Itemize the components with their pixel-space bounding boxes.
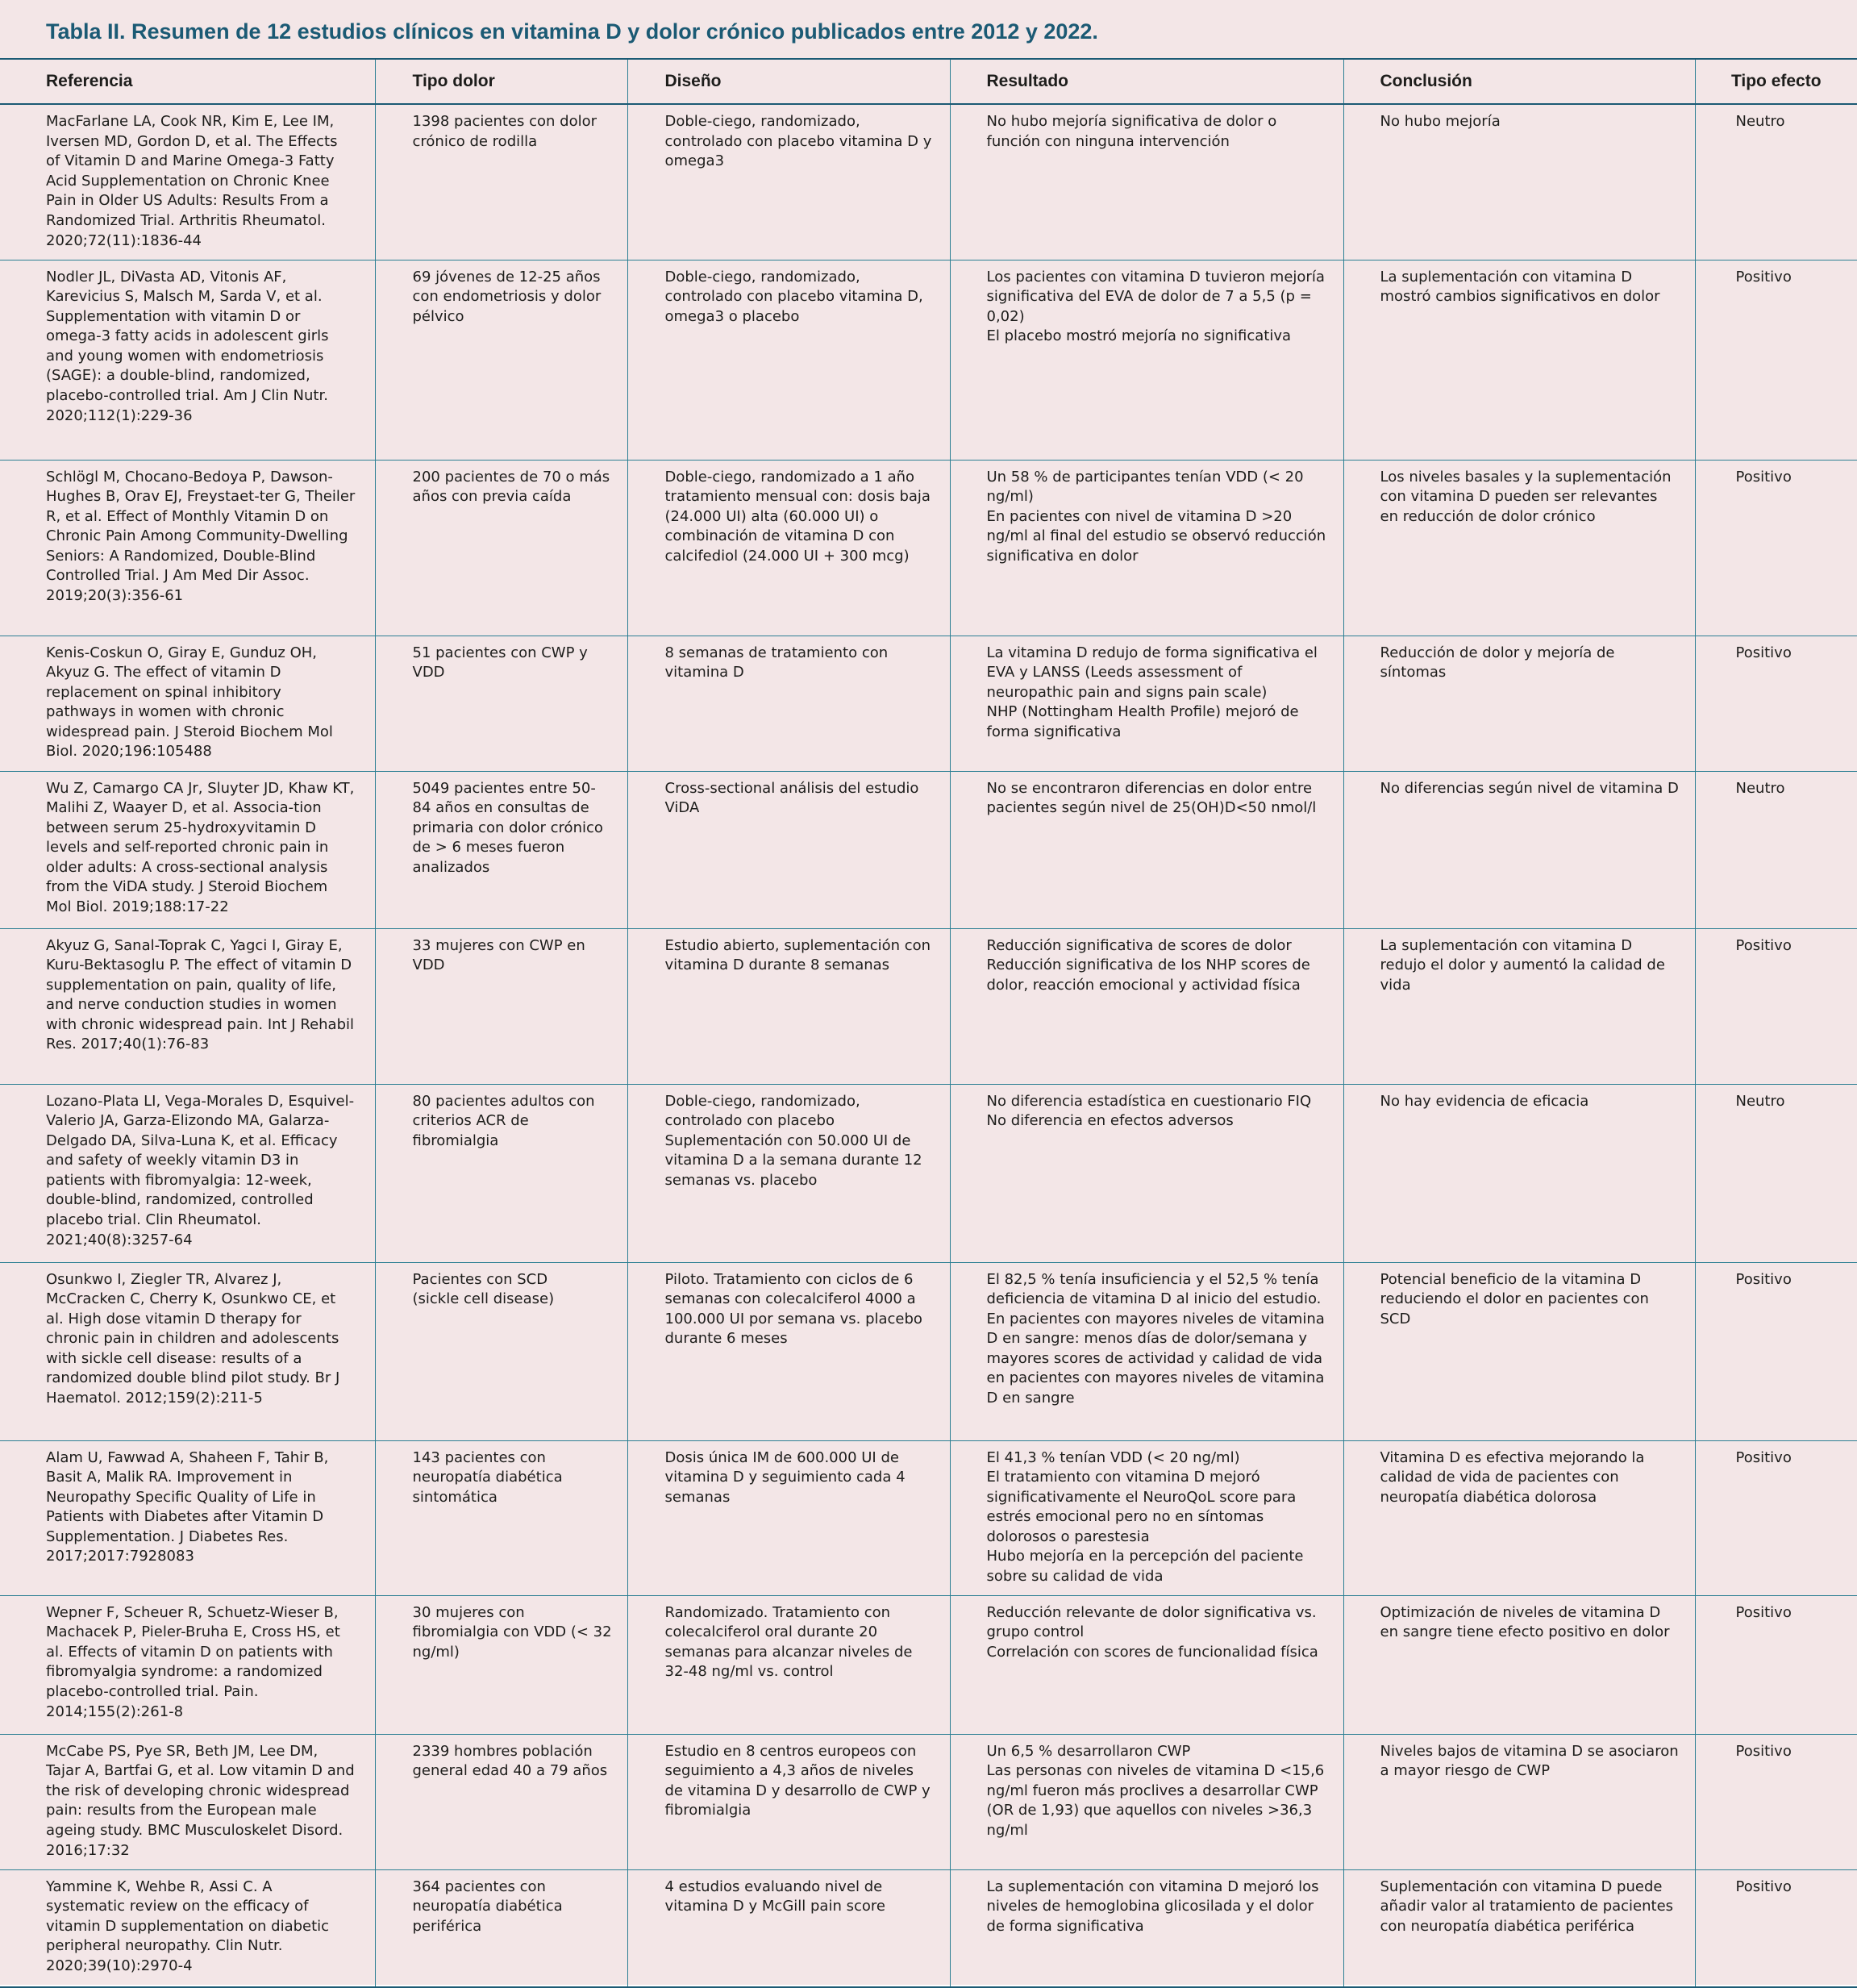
cell-conclusion-text: La suplementación con vitamina D mostró cambios significativos en dolor — [1380, 268, 1660, 306]
table-body — [0, 104, 1857, 1987]
cell-resultado-text: Un 6,5 % desarrollaron CWP Las personas con niveles de vitamina D <15,6 ng/ml fueron más proclives a desarrollar CWP (OR de 1,93) que aquellos con niveles >36,3 ng/ml — [986, 1742, 1325, 1840]
header-conclusion: Conclusión — [1343, 59, 1695, 104]
cell-referencia-text: Nodler JL, DiVasta AD, Vitonis AF, Karevicius S, Malsch M, Sarda V, et al. Supplementation with vitamin D or omega-3 fatty acids in adolescent girls and young women with endometriosis (SAGE): a double-blind, randomized, placebo-controlled trial. Am J Clin Nutr. 2020;112(1):229-36 — [46, 268, 329, 424]
cell-resultado — [950, 1084, 1343, 1262]
cell-tipo-efecto — [1695, 1734, 1857, 1869]
cell-tipo-dolor-text: 5049 pacientes entre 50-84 años en consultas de primaria con dolor crónico de > 6 meses fueron analizados — [412, 779, 603, 876]
cell-conclusion — [1343, 1734, 1695, 1869]
cell-tipo-efecto-text: Positivo — [1735, 1270, 1792, 1288]
cell-tipo-efecto-text: Positivo — [1735, 1878, 1792, 1895]
cell-tipo-efecto — [1695, 1084, 1857, 1262]
cell-diseno — [627, 771, 950, 928]
studies-table — [0, 58, 1857, 1988]
cell-resultado — [950, 636, 1343, 771]
cell-referencia — [0, 1084, 375, 1262]
cell-tipo-efecto — [1695, 1869, 1857, 1987]
cell-tipo-efecto — [1695, 636, 1857, 771]
cell-resultado — [950, 1869, 1343, 1987]
cell-resultado-text: La vitamina D redujo de forma significativa el EVA y LANSS (Leeds assessment of neuropathic pain and signs pain scale) NHP (Nottingham Health Profile) mejoró de forma significativa — [986, 644, 1318, 740]
cell-conclusion — [1343, 1440, 1695, 1595]
table-row — [0, 1084, 1857, 1262]
cell-conclusion-text: Suplementación con vitamina D puede añadir valor al tratamiento de pacientes con neuropatía diabética periférica — [1380, 1878, 1674, 1935]
cell-diseno-text: Cross-sectional análisis del estudio ViDA — [664, 779, 919, 817]
cell-diseno-text: Doble-ciego, randomizado a 1 año tratamiento mensual con: dosis baja (24.000 UI) alta (60.000 UI) o combinación de vitamina D con calcifediol (24.000 UI + 300 mcg) — [664, 468, 931, 565]
cell-referencia-text: Alam U, Fawwad A, Shaheen F, Tahir B, Basit A, Malik RA. Improvement in Neuropathy Specific Quality of Life in Patients with Diabetes after Vitamin D Supplementation. J Diabetes Res. 2017;2017:7928083 — [46, 1448, 329, 1565]
cell-tipo-dolor — [375, 260, 627, 460]
cell-tipo-dolor-text: 2339 hombres población general edad 40 a 79 años — [412, 1742, 608, 1780]
cell-conclusion — [1343, 928, 1695, 1084]
cell-resultado — [950, 1734, 1343, 1869]
cell-diseno — [627, 636, 950, 771]
cell-tipo-dolor — [375, 1734, 627, 1869]
cell-tipo-dolor — [375, 771, 627, 928]
cell-conclusion-text: Niveles bajos de vitamina D se asociaron a mayor riesgo de CWP — [1380, 1742, 1679, 1780]
header-referencia: Referencia — [0, 59, 375, 104]
cell-conclusion — [1343, 260, 1695, 460]
cell-tipo-dolor — [375, 1440, 627, 1595]
cell-tipo-dolor-text: 30 mujeres con fibromialgia con VDD (< 32 ng/ml) — [412, 1603, 612, 1661]
cell-referencia — [0, 1734, 375, 1869]
table-row — [0, 1869, 1857, 1987]
cell-tipo-efecto-text: Positivo — [1735, 1742, 1792, 1760]
cell-tipo-dolor-text: 200 pacientes de 70 o más años con previa caída — [412, 468, 610, 506]
cell-tipo-efecto — [1695, 460, 1857, 636]
cell-conclusion-text: No diferencias según nivel de vitamina D — [1380, 779, 1679, 797]
cell-tipo-efecto-text: Neutro — [1735, 1092, 1785, 1110]
cell-resultado — [950, 1595, 1343, 1734]
cell-referencia — [0, 1262, 375, 1440]
header-tipo-efecto: Tipo efecto — [1695, 59, 1857, 104]
table-row — [0, 1734, 1857, 1869]
cell-diseno — [627, 1595, 950, 1734]
cell-tipo-dolor-text: 364 pacientes con neuropatía diabética periférica — [412, 1878, 563, 1935]
cell-diseno-text: Doble-ciego, randomizado, controlado con placebo vitamina D y omega3 — [664, 113, 932, 170]
cell-conclusion — [1343, 104, 1695, 260]
cell-conclusion — [1343, 636, 1695, 771]
cell-tipo-dolor-text: 69 jóvenes de 12-25 años con endometriosis y dolor pélvico — [412, 268, 602, 325]
cell-referencia-text: Akyuz G, Sanal-Toprak C, Yagci I, Giray E, Kuru-Bektasoglu P. The effect of vitamin D supplementation on pain, quality of life, and nerve conduction studies in women with chronic widespread pain. Int J Rehabil Res. 2017;40(1):76-83 — [46, 936, 355, 1053]
cell-referencia-text: Wu Z, Camargo CA Jr, Sluyter JD, Khaw KT, Malihi Z, Waayer D, et al. Associa-tion between serum 25-hydroxyvitamin D levels and self-reported chronic pain in older adults: A cross-sectional analysis from the ViDA study. J Steroid Biochem Mol Biol. 2019;188:17-22 — [46, 779, 355, 916]
cell-tipo-dolor — [375, 928, 627, 1084]
cell-resultado — [950, 771, 1343, 928]
cell-tipo-dolor — [375, 1595, 627, 1734]
cell-diseno-text: Doble-ciego, randomizado, controlado con placebo Suplementación con 50.000 UI de vitamina D a la semana durante 12 semanas vs. placebo — [664, 1092, 922, 1189]
cell-resultado — [950, 928, 1343, 1084]
cell-resultado-text: No hubo mejoría significativa de dolor o función con ninguna intervención — [986, 113, 1277, 150]
table-row — [0, 771, 1857, 928]
cell-tipo-efecto-text: Positivo — [1735, 936, 1792, 954]
cell-conclusion-text: Los niveles basales y la suplementación con vitamina D pueden ser relevantes en reducción de dolor crónico — [1380, 468, 1672, 525]
cell-diseno — [627, 1262, 950, 1440]
cell-diseno — [627, 1734, 950, 1869]
table-row — [0, 104, 1857, 260]
cell-tipo-efecto-text: Neutro — [1735, 113, 1785, 130]
cell-referencia-text: McCabe PS, Pye SR, Beth JM, Lee DM, Tajar A, Bartfai G, et al. Low vitamin D and the risk of developing chronic widespread pain: results from the European male ageing study. BMC Musculoskelet Disord. 2016;17:32 — [46, 1742, 355, 1859]
cell-conclusion — [1343, 1084, 1695, 1262]
cell-resultado — [950, 260, 1343, 460]
cell-conclusion-text: No hay evidencia de eficacia — [1380, 1092, 1589, 1110]
cell-referencia — [0, 771, 375, 928]
cell-resultado-text: Los pacientes con vitamina D tuvieron mejoría significativa del EVA de dolor de 7 a 5,5 (p = 0,02) El placebo mostró mejoría no significativa — [986, 268, 1325, 345]
cell-diseno-text: Piloto. Tratamiento con ciclos de 6 semanas con colecalciferol 4000 a 100.000 UI por semana vs. placebo durante 6 meses — [664, 1270, 922, 1348]
cell-tipo-dolor-text: 51 pacientes con CWP y VDD — [412, 644, 588, 681]
table-row — [0, 928, 1857, 1084]
cell-resultado-text: Reducción significativa de scores de dolor Reducción significativa de los NHP scores de dolor, reacción emocional y actividad física — [986, 936, 1310, 994]
cell-referencia-text: Kenis-Coskun O, Giray E, Gunduz OH, Akyuz G. The effect of vitamin D replacement on spinal inhibitory pathways in women with chronic widespread pain. J Steroid Biochem Mol Biol. 2020;196:105488 — [46, 644, 333, 761]
cell-resultado-text: Un 58 % de participantes tenían VDD (< 20 ng/ml) En pacientes con nivel de vitamina D >20 ng/ml al final del estudio se observó reducción significativa en dolor — [986, 468, 1326, 565]
cell-tipo-efecto — [1695, 771, 1857, 928]
cell-tipo-efecto-text: Positivo — [1735, 268, 1792, 285]
table-row — [0, 636, 1857, 771]
cell-resultado-text: El 82,5 % tenía insuficiencia y el 52,5 % tenía deficiencia de vitamina D al inicio del estudio. En pacientes con mayores niveles de vitamina D en sangre: menos días de dolor/semana y mayores scores de actividad y calidad de vida en pacientes con mayores niveles de vitamina D en sangre — [986, 1270, 1325, 1407]
cell-conclusion — [1343, 460, 1695, 636]
cell-resultado — [950, 1262, 1343, 1440]
cell-conclusion-text: Optimización de niveles de vitamina D en sangre tiene efecto positivo en dolor — [1380, 1603, 1670, 1641]
cell-tipo-efecto — [1695, 104, 1857, 260]
cell-referencia — [0, 1440, 375, 1595]
cell-conclusion-text: La suplementación con vitamina D redujo el dolor y aumentó la calidad de vida — [1380, 936, 1665, 994]
cell-resultado-text: No diferencia estadística en cuestionario FIQ No diferencia en efectos adversos — [986, 1092, 1312, 1130]
cell-referencia — [0, 260, 375, 460]
cell-tipo-efecto — [1695, 1595, 1857, 1734]
cell-diseno-text: Dosis única IM de 600.000 UI de vitamina D y seguimiento cada 4 semanas — [664, 1448, 906, 1506]
cell-tipo-efecto — [1695, 1440, 1857, 1595]
cell-diseno-text: Randomizado. Tratamiento con colecalciferol oral durante 20 semanas para alcanzar niveles de 32-48 ng/ml vs. control — [664, 1603, 913, 1681]
cell-referencia — [0, 636, 375, 771]
cell-diseno — [627, 104, 950, 260]
table-title: Tabla II. Resumen de 12 estudios clínicos en vitamina D y dolor crónico publicados entre 2012 y 2022. — [46, 19, 1098, 44]
cell-diseno — [627, 1440, 950, 1595]
cell-tipo-dolor — [375, 1869, 627, 1987]
cell-resultado-text: Reducción relevante de dolor significativa vs. grupo control Correlación con scores de funcionalidad física — [986, 1603, 1318, 1661]
table-row — [0, 260, 1857, 460]
cell-referencia — [0, 1869, 375, 1987]
cell-resultado — [950, 1440, 1343, 1595]
header-tipo-dolor: Tipo dolor — [375, 59, 627, 104]
cell-conclusion-text: Potencial beneficio de la vitamina D reduciendo el dolor en pacientes con SCD — [1380, 1270, 1649, 1327]
cell-referencia-text: Osunkwo I, Ziegler TR, Alvarez J, McCracken C, Cherry K, Osunkwo CE, et al. High dose vitamin D therapy for chronic pain in children and adolescents with sickle cell disease: results of a randomized double blind pilot study. Br J Haematol. 2012;159(2):211-5 — [46, 1270, 340, 1407]
table-row — [0, 1262, 1857, 1440]
cell-referencia-text: Schlögl M, Chocano-Bedoya P, Dawson-Hughes B, Orav EJ, Freystaet-ter G, Theiler R, et al. Effect of Monthly Vitamin D on Chronic Pain Among Community-Dwelling Seniors: A Randomized, Double-Blind Controlled Trial. J Am Med Dir Assoc. 2019;20(3):356-61 — [46, 468, 356, 605]
cell-referencia — [0, 1595, 375, 1734]
cell-tipo-dolor — [375, 460, 627, 636]
cell-diseno-text: Doble-ciego, randomizado, controlado con placebo vitamina D, omega3 o placebo — [664, 268, 923, 325]
cell-referencia — [0, 104, 375, 260]
cell-tipo-efecto — [1695, 260, 1857, 460]
table-row — [0, 460, 1857, 636]
cell-tipo-efecto-text: Positivo — [1735, 1448, 1792, 1466]
cell-diseno-text: 8 semanas de tratamiento con vitamina D — [664, 644, 889, 681]
cell-referencia-text: MacFarlane LA, Cook NR, Kim E, Lee IM, Iversen MD, Gordon D, et al. The Effects of Vitamin D and Marine Omega-3 Fatty Acid Supplementation on Chronic Knee Pain in Older US Adults: Results From a Randomized Trial. Arthritis Rheumatol. 2020;72(11):1836-44 — [46, 113, 338, 249]
cell-conclusion-text: No hubo mejoría — [1380, 113, 1501, 130]
header-resultado: Resultado — [950, 59, 1343, 104]
cell-diseno — [627, 1869, 950, 1987]
cell-conclusion — [1343, 771, 1695, 928]
cell-diseno — [627, 260, 950, 460]
cell-tipo-efecto-text: Positivo — [1735, 468, 1792, 486]
table-row — [0, 1595, 1857, 1734]
cell-conclusion-text: Vitamina D es efectiva mejorando la calidad de vida de pacientes con neuropatía diabética dolorosa — [1380, 1448, 1645, 1506]
cell-diseno — [627, 1084, 950, 1262]
cell-referencia — [0, 928, 375, 1084]
cell-referencia — [0, 460, 375, 636]
cell-tipo-dolor-text: Pacientes con SCD (sickle cell disease) — [412, 1270, 555, 1308]
cell-conclusion — [1343, 1262, 1695, 1440]
cell-resultado-text: La suplementación con vitamina D mejoró los niveles de hemoglobina glicosilada y el dolor de forma significativa — [986, 1878, 1319, 1935]
header-diseno: Diseño — [627, 59, 950, 104]
cell-resultado-text: El 41,3 % tenían VDD (< 20 ng/ml) El tratamiento con vitamina D mejoró significativamente el NeuroQoL score para estrés emocional pero no en síntomas dolorosos o parestesia Hubo mejoría en la percepción del paciente sobre su calidad de vida — [986, 1448, 1304, 1586]
cell-conclusion — [1343, 1869, 1695, 1987]
cell-diseno — [627, 928, 950, 1084]
cell-tipo-efecto — [1695, 1262, 1857, 1440]
cell-tipo-dolor-text: 80 pacientes adultos con criterios ACR de fibromialgia — [412, 1092, 595, 1149]
cell-conclusion — [1343, 1595, 1695, 1734]
cell-tipo-efecto-text: Neutro — [1735, 779, 1785, 797]
cell-diseno-text: Estudio en 8 centros europeos con seguimiento a 4,3 años de niveles de vitamina D y desarrollo de CWP y fibromialgia — [664, 1742, 931, 1819]
cell-tipo-dolor-text: 143 pacientes con neuropatía diabética sintomática — [412, 1448, 563, 1506]
cell-diseno-text: 4 estudios evaluando nivel de vitamina D y McGill pain score — [664, 1878, 885, 1915]
cell-referencia-text: Wepner F, Scheuer R, Schuetz-Wieser B, Machacek P, Pieler-Bruha E, Cross HS, et al. Effects of vitamin D on patients with fibromyalgia syndrome: a randomized placebo-controlled trial. Pain. 2014;155(2):261-8 — [46, 1603, 340, 1720]
cell-diseno-text: Estudio abierto, suplementación con vitamina D durante 8 semanas — [664, 936, 931, 974]
cell-tipo-dolor — [375, 104, 627, 260]
cell-resultado-text: No se encontraron diferencias en dolor entre pacientes según nivel de 25(OH)D<50 nmol/l — [986, 779, 1317, 817]
header-row — [0, 59, 1857, 104]
cell-tipo-dolor-text: 33 mujeres con CWP en VDD — [412, 936, 585, 974]
cell-tipo-efecto-text: Positivo — [1735, 644, 1792, 661]
cell-resultado — [950, 460, 1343, 636]
cell-referencia-text: Lozano-Plata LI, Vega-Morales D, Esquivel-Valerio JA, Garza-Elizondo MA, Galarza-Delgado DA, Silva-Luna K, et al. Efficacy and safety of weekly vitamin D3 in patients with fibromyalgia: 12-week, double-blind, randomized, controlled placebo trial. Clin Rheumatol. 2021;40(8):3257-64 — [46, 1092, 355, 1248]
cell-tipo-dolor — [375, 636, 627, 771]
cell-conclusion-text: Reducción de dolor y mejoría de síntomas — [1380, 644, 1615, 681]
table-row — [0, 1440, 1857, 1595]
cell-diseno — [627, 460, 950, 636]
cell-resultado — [950, 104, 1343, 260]
cell-tipo-efecto — [1695, 928, 1857, 1084]
cell-tipo-efecto-text: Positivo — [1735, 1603, 1792, 1621]
cell-tipo-dolor — [375, 1262, 627, 1440]
cell-tipo-dolor — [375, 1084, 627, 1262]
cell-referencia-text: Yammine K, Wehbe R, Assi C. A systematic review on the efficacy of vitamin D supplementation on diabetic peripheral neuropathy. Clin Nutr. 2020;39(10):2970-4 — [46, 1878, 330, 1975]
cell-tipo-dolor-text: 1398 pacientes con dolor crónico de rodilla — [412, 113, 597, 150]
